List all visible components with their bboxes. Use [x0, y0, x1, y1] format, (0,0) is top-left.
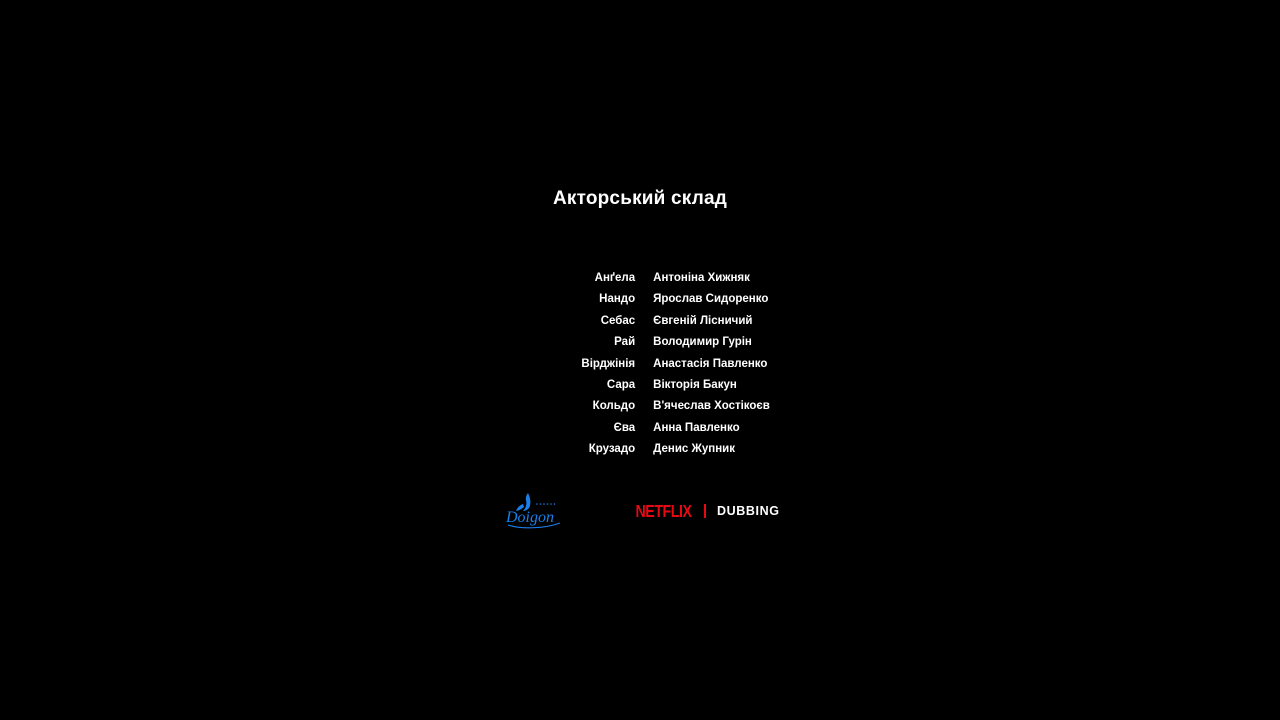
- cast-role: Єва: [613, 421, 636, 434]
- cast-actor: Євгеній Лісничий: [653, 314, 753, 327]
- cast-grid: [510, 268, 770, 461]
- page-title: Акторський склад: [552, 188, 728, 209]
- cast-role: Себас: [600, 314, 636, 327]
- cast-role: Кольдо: [592, 400, 636, 413]
- cast-actor: Вікторія Бакун: [653, 379, 737, 392]
- cast-role: Сара: [606, 379, 636, 392]
- studio-logo: [500, 489, 572, 533]
- cast-role: Анґела: [594, 272, 636, 284]
- svg-text:Doigon: Doigon: [506, 509, 555, 526]
- netflix-dubbing-lockup: [634, 501, 779, 521]
- cast-role: Рай: [614, 336, 636, 349]
- cast-role: Крузадо: [588, 443, 636, 456]
- cast-role: Нандо: [599, 293, 636, 306]
- cast-list: [0, 268, 1280, 461]
- cast-actor: Ярослав Сидоренко: [653, 293, 769, 306]
- cast-actor: В'ячеслав Хостікоєв: [653, 400, 770, 413]
- cast-role: Вірджінія: [581, 357, 636, 370]
- cast-actor: Антоніна Хижняк: [653, 272, 750, 284]
- cast-actor: Анна Павленко: [653, 421, 740, 434]
- logos-row: [0, 489, 1280, 533]
- separator-divider: [704, 504, 706, 518]
- cast-actor: Анастасія Павленко: [653, 357, 768, 370]
- cast-actor: Денис Жупник: [653, 443, 735, 456]
- cast-actor: Володимир Гурін: [653, 336, 752, 349]
- netflix-wordmark: NETFLIX: [635, 500, 693, 522]
- dubbing-label: DUBBING: [716, 503, 780, 518]
